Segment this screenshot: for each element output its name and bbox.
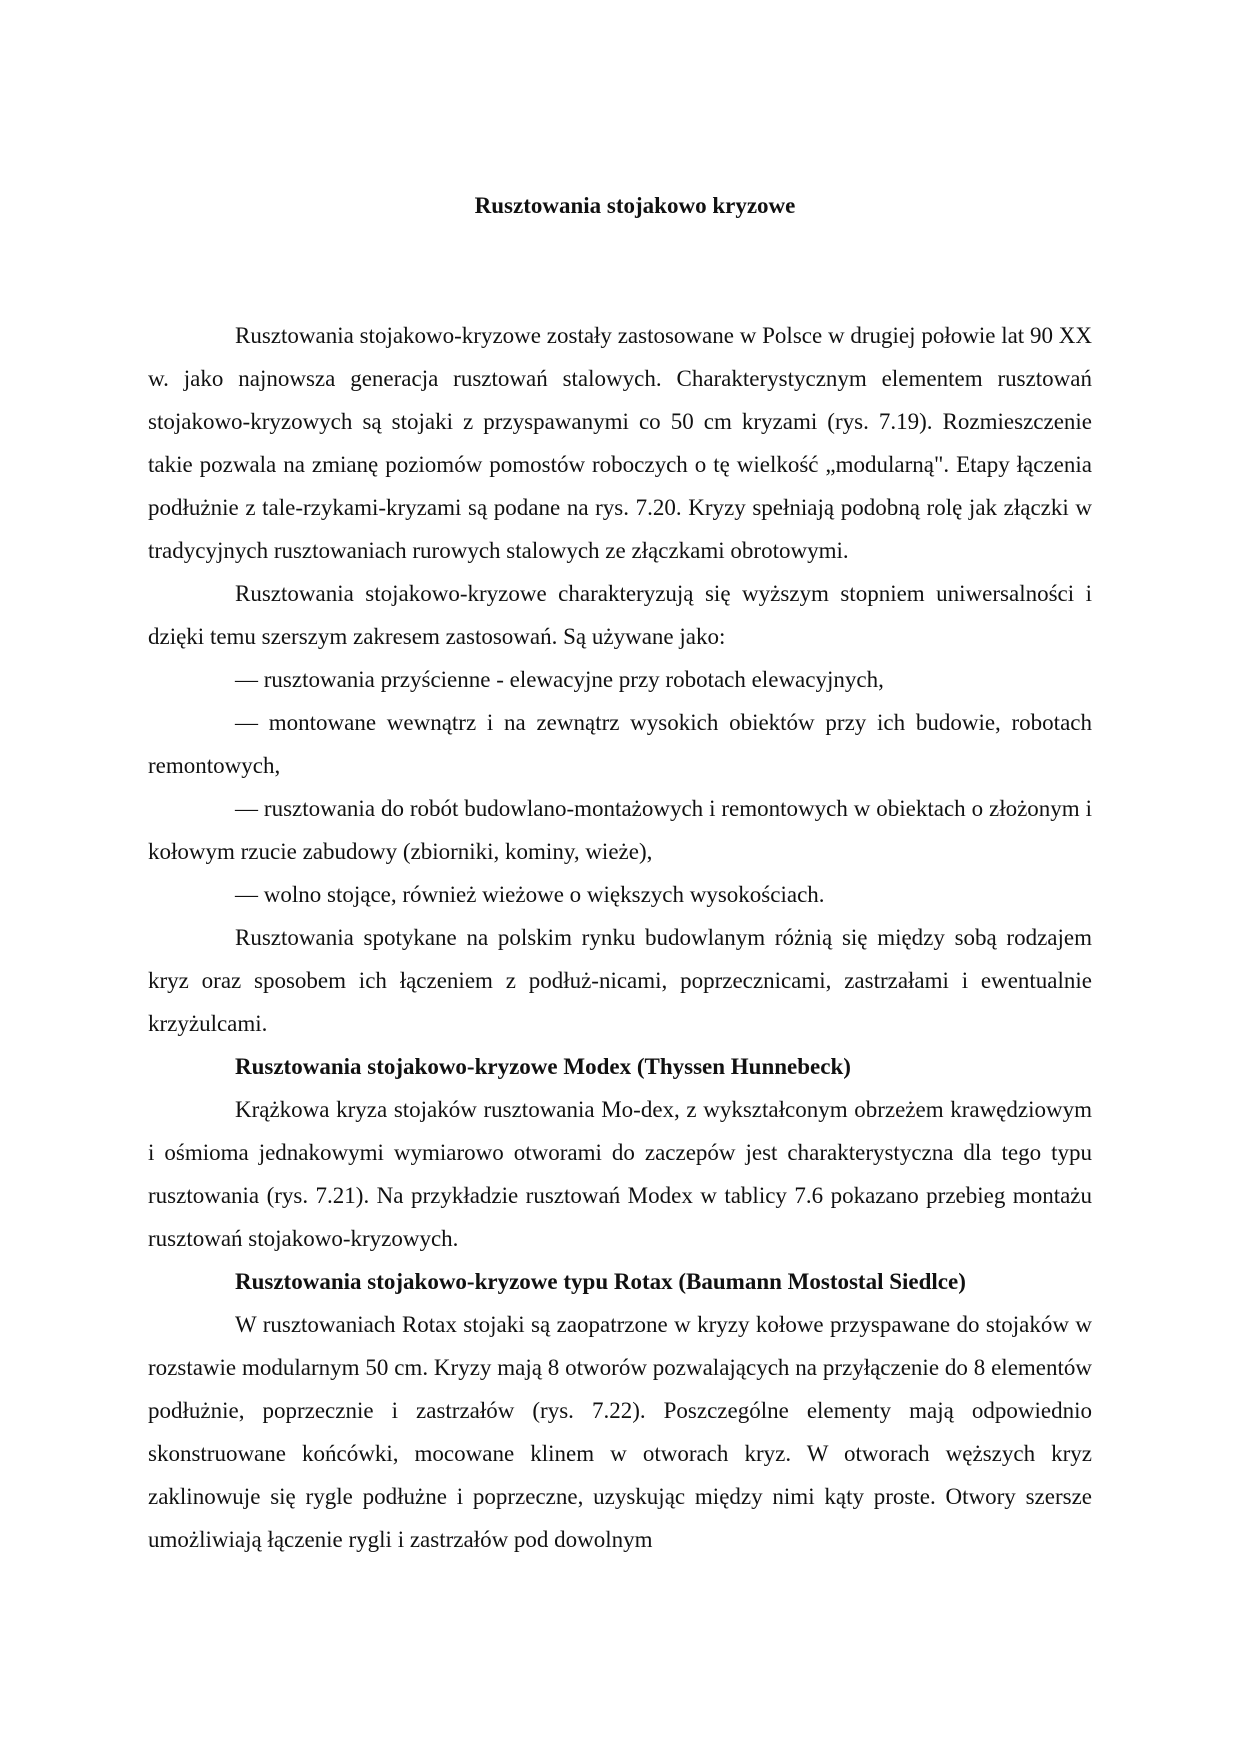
list-item: — wolno stojące, również wieżowe o większych wysokościach. — [235, 882, 825, 907]
list-item: — rusztowania przyścienne - elewacyjne przy robotach elewacyjnych, — [235, 667, 884, 692]
document-body — [148, 314, 1092, 1561]
paragraph-rotax: W rusztowaniach Rotax stojaki są zaopatrzone w kryzy kołowe przyspawane do stojaków w rozstawie modularnym 50 cm. Kryzy mają 8 otworów pozwalających na przyłączenie do 8 elementów podłużnie, poprzecznie i zastrzałów (rys. 7.22). Poszczególne elementy mają odpowiednio skonstruowane końcówki, mocowane klinem w otworach kryz. W otworach węższych kryz zaklinowuje się rygle podłużne i poprzeczne, uzyskując między nimi kąty proste. Otwory szersze umożliwiają łączenie rygli i zastrzałów pod dowolnym — [148, 1312, 1092, 1552]
paragraph-modex: Krążkowa kryza stojaków rusztowania Mo-dex, z wykształconym obrzeżem krawędziowym i ośmioma jednakowymi wymiarowo otworami do zaczepów jest charakterystyczna dla tego typu rusztowania (rys. 7.21). Na przykładzie rusztowań Modex w tablicy 7.6 pokazano przebieg montażu rusztowań stojakowo-kryzowych. — [148, 1097, 1092, 1251]
paragraph-characteristics: Rusztowania stojakowo-kryzowe charakteryzują się wyższym stopniem uniwersalności i dzięki temu szerszym zakresem zastosowań. Są używane jako: — [148, 581, 1092, 649]
paragraph-market: Rusztowania spotykane na polskim rynku budowlanym różnią się między sobą rodzajem kryz oraz sposobem ich łączeniem z podłuż-nicami, poprzecznicami, zastrzałami i ewentualnie krzyżulcami. — [148, 925, 1092, 1036]
paragraph-intro: Rusztowania stojakowo-kryzowe zostały zastosowane w Polsce w drugiej połowie lat 90 XX w. jako najnowsza generacja rusztowań stalowych. Charakterystycznym elementem rusztowań stojakowo-kryzowych są stojaki z przyspawanymi co 50 cm kryzami (rys. 7.19). Rozmieszczenie takie pozwala na zmianę poziomów pomostów roboczych o tę wielkość „modularną". Etapy łączenia podłużnie z tale-rzykami-kryzami są podane na rys. 7.20. Kryzy spełniają podobną rolę jak złączki w tradycyjnych rusztowaniach rurowych stalowych ze złączkami obrotowymi. — [148, 323, 1092, 563]
section-heading-rotax: Rusztowania stojakowo-kryzowe typu Rotax (Baumann Mostostal Siedlce) — [235, 1269, 966, 1294]
page-title: Rusztowania stojakowo kryzowe — [474, 193, 796, 218]
list-item: — rusztowania do robót budowlano-montażowych i remontowych w obiektach o złożonym i kołowym rzucie zabudowy (zbiorniki, kominy, wieże), — [148, 796, 1092, 864]
list-item: — montowane wewnątrz i na zewnątrz wysokich obiektów przy ich budowie, robotach remontowych, — [148, 710, 1092, 778]
section-heading-modex: Rusztowania stojakowo-kryzowe Modex (Thyssen Hunnebeck) — [235, 1054, 851, 1079]
